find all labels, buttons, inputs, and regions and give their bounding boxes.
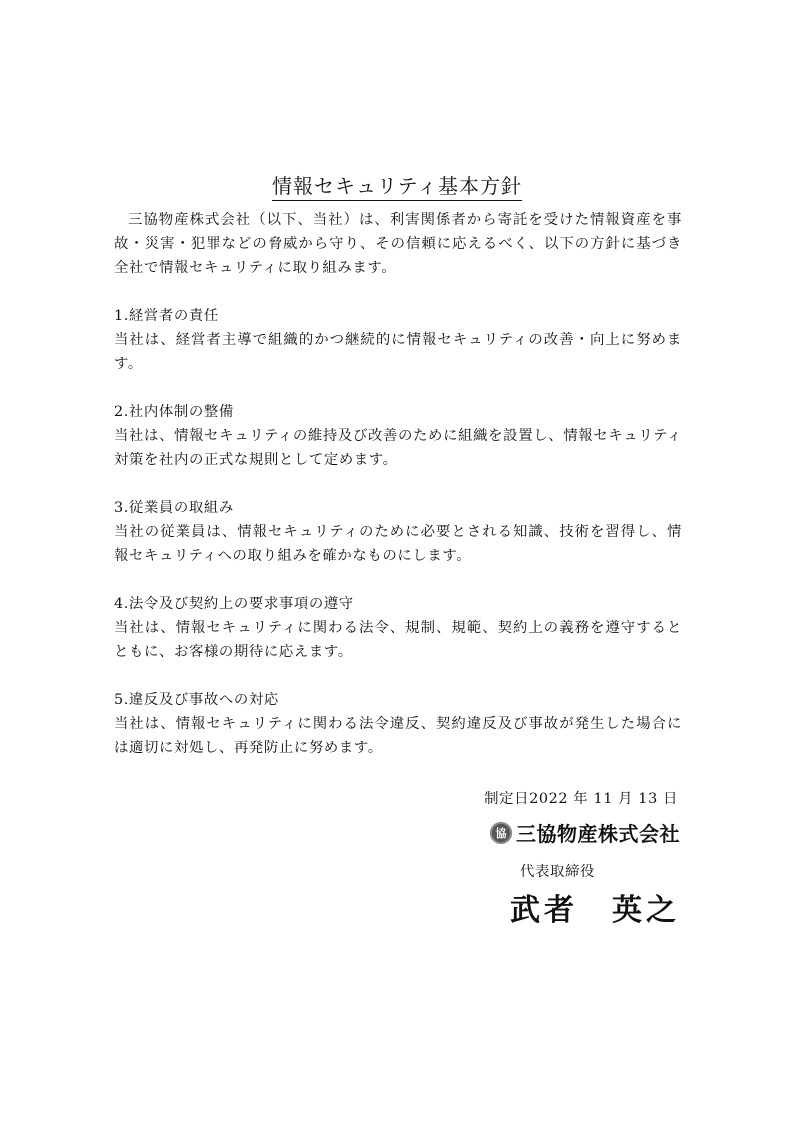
signer-role: 代表取締役 — [520, 864, 595, 880]
company-block — [490, 818, 680, 847]
section-internal-structure — [114, 400, 682, 472]
document-title — [0, 170, 794, 199]
title-text: 情報セキュリティ基本方針 — [272, 174, 522, 201]
section-heading: 4.法令及び契約上の要求事項の遵守 — [114, 596, 354, 612]
section-heading: 5.違反及び事故への対応 — [114, 692, 279, 708]
section-heading: 3.従業員の取組み — [114, 500, 234, 516]
section-text: 当社は、情報セキュリティに関わる法令、規制、規範、契約上の義務を遵守するとともに、お客様の期待に応えます。 — [114, 620, 682, 660]
section-heading: 1.経営者の責任 — [114, 308, 219, 324]
section-heading: 2.社内体制の整備 — [114, 404, 234, 420]
enactment-date: 制定日2022 年 11 月 13 日 — [484, 791, 678, 807]
section-text: 当社の従業員は、情報セキュリティのために必要とされる知識、技術を習得し、情報セキュリティへの取り組みを確かなものにします。 — [114, 524, 682, 564]
intro-paragraph: 三協物産株式会社（以下、当社）は、利害関係者から寄託を受けた情報資産を事故・災害・犯罪などの脅威から守り、その信頼に応えるべく、以下の方針に基づき全社で情報セキュリティに取り組みます。 — [114, 212, 682, 276]
section-employee-efforts — [114, 496, 682, 568]
section-management-responsibility — [114, 304, 682, 376]
section-incident-response — [114, 688, 682, 760]
section-text: 当社は、情報セキュリティの維持及び改善のために組織を設置し、情報セキュリティ対策を社内の正式な規則として定めます。 — [114, 428, 682, 468]
document-body — [114, 208, 682, 760]
signer-name: 武者 英之 — [510, 893, 680, 928]
section-text: 当社は、情報セキュリティに関わる法令違反、契約違反及び事故が発生した場合には適切に対処し、再発防止に努めます。 — [114, 716, 682, 756]
company-logo-icon: 協 — [490, 822, 512, 844]
company-name: 三協物産株式会社 — [516, 822, 680, 846]
section-legal-compliance — [114, 592, 682, 664]
section-text: 当社は、経営者主導で組織的かつ継続的に情報セキュリティの改善・向上に努めます。 — [114, 332, 682, 372]
